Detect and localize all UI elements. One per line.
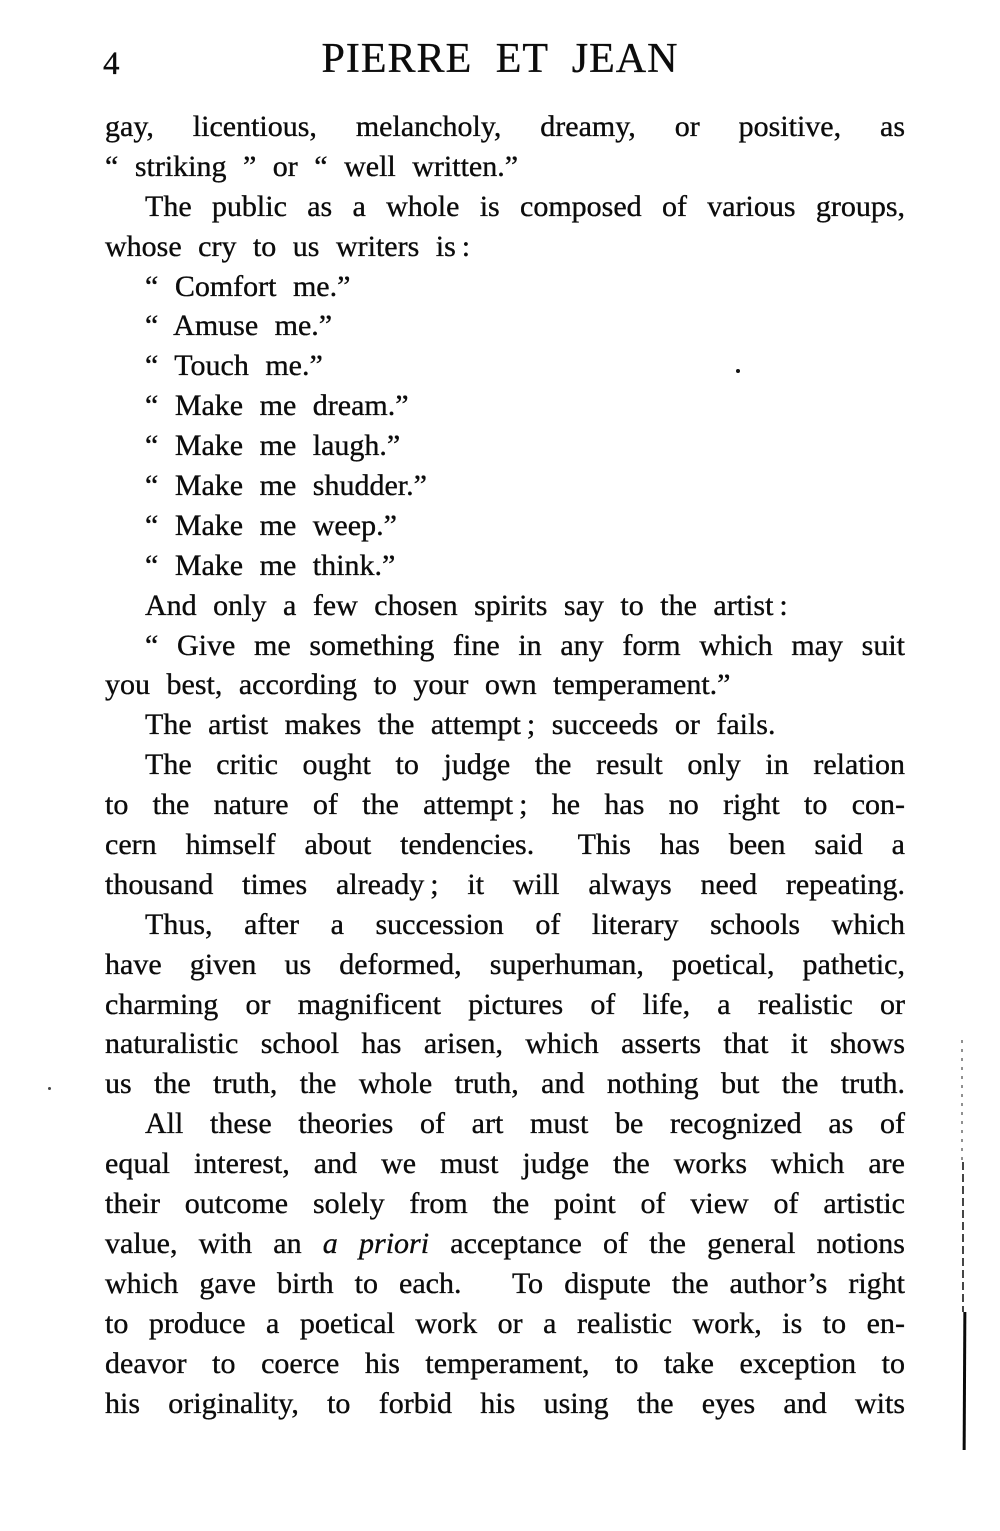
text-segment: cern himself about tendencies. This has been said a xyxy=(105,828,905,862)
text-line xyxy=(105,985,905,1025)
text-segment: All these theories of art must be recognized as of xyxy=(145,1107,905,1141)
text-segment: equal interest, and we must judge the works which are xyxy=(105,1147,905,1181)
text-line xyxy=(105,346,905,386)
text-line xyxy=(105,626,905,666)
text-line xyxy=(105,785,905,825)
text-line xyxy=(105,1304,905,1344)
text-segment: acceptance of the general notions xyxy=(429,1226,905,1260)
text-line xyxy=(105,187,905,227)
text-line xyxy=(105,1264,905,1304)
text-segment: “ Make me weep.” xyxy=(145,508,397,542)
scan-artifact-scratch-mid xyxy=(962,1162,964,1312)
text-segment: have given us deformed, superhuman, poetical, pathetic, xyxy=(105,947,905,981)
text-line xyxy=(105,586,905,626)
text-line xyxy=(105,147,905,187)
text-line xyxy=(105,1024,905,1064)
text-line xyxy=(105,1224,905,1264)
text-line xyxy=(105,227,905,267)
text-segment: “ Make me think.” xyxy=(145,548,396,582)
text-segment: “ striking ” or “ well written.” xyxy=(105,149,519,183)
text-line xyxy=(105,1144,905,1184)
text-line xyxy=(105,905,905,945)
text-line xyxy=(105,1064,905,1104)
text-line xyxy=(105,705,905,745)
text-segment: value, with an xyxy=(105,1226,323,1260)
text-line xyxy=(105,306,905,346)
text-segment: to the nature of the attempt ; he has no right to con- xyxy=(105,788,905,822)
text-line xyxy=(105,107,905,147)
text-segment: The artist makes the attempt ; succeeds or fails. xyxy=(145,708,776,742)
text-segment: “ Make me shudder.” xyxy=(145,469,427,503)
text-line xyxy=(105,1384,905,1424)
text-segment: “ Comfort me.” xyxy=(145,269,351,303)
scan-speck xyxy=(736,369,740,373)
text-line xyxy=(105,665,905,705)
text-line xyxy=(105,1184,905,1224)
text-segment: to produce a poetical work or a realistic work, is to en- xyxy=(105,1306,905,1340)
text-segment: “ Touch me.” xyxy=(145,349,323,383)
text-segment: naturalistic school has arisen, which asserts that it shows xyxy=(105,1027,905,1061)
text-segment: gay, licentious, melancholy, dreamy, or positive, as xyxy=(105,110,905,143)
text-line xyxy=(105,267,905,307)
text-line xyxy=(105,546,905,586)
text-line xyxy=(105,865,905,905)
text-segment: whose cry to us writers is : xyxy=(105,229,471,263)
text-segment: The public as a whole is composed of various groups, xyxy=(145,189,905,223)
text-line xyxy=(105,1344,905,1384)
text-segment: charming or magnificent pictures of life, a realistic or xyxy=(105,987,905,1021)
text-line xyxy=(105,386,905,426)
text-line xyxy=(105,825,905,865)
text-segment: thousand times already ; it will always need repeating. xyxy=(105,867,905,901)
text-segment: us the truth, the whole truth, and nothing but the truth. xyxy=(105,1067,905,1101)
text-segment: “ Make me dream.” xyxy=(145,389,409,423)
scan-speck xyxy=(48,1087,51,1090)
text-line xyxy=(105,506,905,546)
text-segment: you best, according to your own temperament.” xyxy=(105,668,731,702)
text-segment: his originality, to forbid his using the eyes and wits xyxy=(105,1386,905,1420)
text-segment: Thus, after a succession of literary schools which xyxy=(145,907,905,941)
text-line xyxy=(105,945,905,985)
page-number: 4 xyxy=(103,46,120,82)
running-header-title: PIERRE ET JEAN xyxy=(321,36,679,82)
text-line xyxy=(105,745,905,785)
text-segment: “ Give me something fine in any form which may suit xyxy=(145,628,905,662)
text-segment: The critic ought to judge the result only in relation xyxy=(145,748,905,782)
text-segment: which gave birth to each. To dispute the author’s right xyxy=(105,1266,905,1300)
text-line xyxy=(105,426,905,466)
italic-phrase: a priori xyxy=(322,1226,430,1260)
text-segment: deavor to coerce his temperament, to take exception to xyxy=(105,1346,905,1380)
text-segment: “ Make me laugh.” xyxy=(145,429,401,463)
text-segment: their outcome solely from the point of view of artistic xyxy=(105,1187,905,1221)
text-line xyxy=(105,466,905,506)
text-segment: “ Amuse me.” xyxy=(145,309,333,343)
body-text xyxy=(105,107,905,1423)
scan-artifact-scratch-bottom xyxy=(963,1312,967,1450)
text-line xyxy=(105,1104,905,1144)
scan-artifact-scratch-top xyxy=(961,1040,963,1162)
text-segment: And only a few chosen spirits say to the artist : xyxy=(145,588,788,622)
